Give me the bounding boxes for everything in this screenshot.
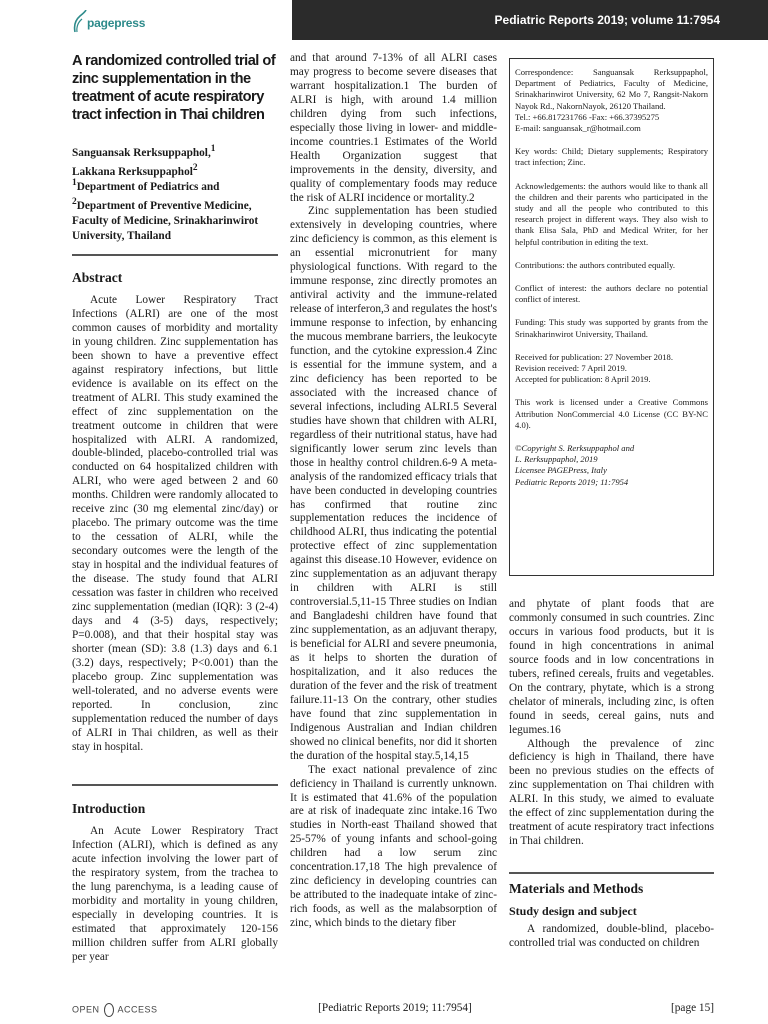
- pagepress-logo-icon: [72, 10, 88, 36]
- abstract-text: [72, 294, 278, 754]
- abstract-rule: [72, 254, 278, 256]
- revision-date: Revision received: 7 April 2019.: [515, 363, 627, 374]
- license: This work is licensed under a Creative Commons Attribution NonCommercial 4.0 License (CC BY-NC 4.0).: [515, 397, 708, 430]
- access-label: ACCESS: [117, 1004, 158, 1015]
- col2-paragraph-1: and that around 7-13% of all ALRI cases may progress to become severe diseases that warrant hospitalization.1 The burden of ALRI is high, with around 1.4 million children dying from such infections, especially those living in lower- and middle-income countries.1 Estimates of the World Health Organization suggest that improvements in the density, diversity, and quality of complementary foods may reduce the risk of ALRI incidence or mortality.2: [290, 52, 497, 204]
- article-info-box: [509, 58, 714, 576]
- col2-paragraph-2: Zinc supplementation has been studied extensively in developing countries, where zinc deficiency is common, as this element is an essential micronutrient for many physiological functions. With regard to the immune response, zinc directly promotes an antiviral activity and the immune-related release of interferon,3 and regulates the host's immune response to infection, by enhancing the mucous membrane barriers, the leukocyte function, and the cytokine expression.4 Zinc is essential for the immune system, and a zinc deficiency has been reported to be associated with the increased chance of several infections, including ALRI.5 Several studies have shown that children with ALRI, regardless of their nutritional status, have had significantly lower serum zinc levels than those in healthy control children.6-9 A meta-analysis of the randomized efficacy trials that have been conducted in developing countries has confirmed that routine zinc supplementation reduces the incidence of childhood ALRI, thus indicating the potential protective effect of zinc supplementation against this disease.10 However, evidence on zinc supplementation as an adjuvant therapy in children with ALRI is still controversial.5,11-15 Three studies on Indian and Bangladeshi children have found that zinc supplementation, as an adjuvant therapy, is beneficial for ALRI and severe pneumonia, as it helps to shorten the duration of hospitalization, and it also reduces the duration of the fever and the risk of treatment failure.11-13 On the contrary, other studies have found that zinc supplementation in Indigenous Australian and Indian children showed no clinical benefits, nor did it shorten the duration of the hospital stay.5,14,15: [290, 205, 497, 762]
- open-access-badge: [72, 1003, 158, 1017]
- affiliation-2: Department of Preventive Medicine, Faculty of Medicine, Srinakharinwirot University, Thailand: [72, 199, 259, 242]
- article-title: A randomized controlled trial of zinc supplementation in the treatment of acute respiratory tract infection in Thai children: [72, 53, 276, 123]
- affiliations: $^1$Department of Pediatrics and $^2$Department of Preventive Medicine, Faculty of Medicine, Srinakharinwirot University, Thailand: [72, 178, 259, 242]
- open-label: OPEN: [72, 1004, 100, 1015]
- contributions: Contributions: the authors contributed equally.: [515, 259, 676, 270]
- copyright-line-4: Pediatric Reports 2019; 11:7954: [515, 476, 629, 487]
- copyright-line-3: Licensee PAGEPress, Italy: [515, 465, 607, 476]
- introduction-rule: [72, 784, 278, 786]
- column-2-text: [290, 52, 497, 931]
- col3-paragraph-2: Although the prevalence of zinc deficiency is high in Thailand, there have been no previous studies on the effects of zinc supplementation on Thai children with ALRI. In this study, we aimed to evaluate the effect of zinc supplementation during the treatment of acute respiratory tract infections in Thai children.: [509, 737, 714, 848]
- col2-paragraph-3: The exact national prevalence of zinc deficiency in Thailand is currently unknown. It is estimated that 41.6% of the population are at risk of inadequate zinc intake.16 Two studies in North-east Thailand showed that 25-57% of young infants and school-going children had a low serum zinc concentration.17,18 The high prevalence of zinc deficiency in developing countries can be attributed to the inadequate intake of zinc-rich foods, as well as the malabsorption of zinc, which binds to the dietary fiber: [290, 763, 497, 930]
- introduction-heading: Introduction: [72, 801, 146, 816]
- conflict-of-interest: Conflict of interest: the authors declare no potential conflict of interest.: [515, 283, 708, 305]
- footer-citation: [Pediatric Reports 2019; 11:7954]: [318, 1002, 472, 1014]
- methods-heading: Materials and Methods: [509, 881, 644, 896]
- accepted-date: Accepted for publication: 8 April 2019.: [515, 374, 651, 385]
- methods-text: [509, 923, 714, 951]
- correspondence: [515, 67, 708, 134]
- methods-rule: [509, 872, 714, 874]
- page-number: [page 15]: [671, 1002, 714, 1014]
- author-1: Sanguansak Rerksuppaphol,: [72, 146, 211, 159]
- introduction-paragraph: An Acute Lower Respiratory Tract Infection (ALRI), which is defined as any acute infection involving the lower part of the respiratory system, from the trachea to the lung parenchyma, is a leading cause of morbidity and mortality in young children, especially in developing countries. It is estimated that approximately 120-156 million children suffer from ALRI globally per year: [72, 825, 278, 963]
- correspondence-email: E-mail: sanguansak_r@hotmail.com: [515, 123, 641, 134]
- abstract-paragraph: Acute Lower Respiratory Tract Infections (ALRI) are one of the most common causes of morbidity and mortality in young children. Zinc supplementation has been shown to have a preventive effect against respiratory infections, but little evidence is available on its effect on the treatment of ALRI. This study examined the effect of zinc supplementation on the treatment outcome in children that were hospitalized with ALRI. A randomized, double-blinded, placebo-controlled trial was conducted on 64 hospitalized children with ALRI, who were aged between 2 and 60 months. Children were randomly allocated to receive zinc (30 mg elemental zinc/day) or placebo. The primary outcome was the time to the cessation of ALRI, while the secondary outcomes were the length of the stay in hospital and the individual features of the disease. The study found that ALRI cessation was faster in children who received zinc supplementation (median (IQR): 3 (2-4) days and 4 (3-5) days, respectively; P=0.008), and that their hospital stay was shorter (mean (SD): 3.8 (1.3) days and 6.1 (3.2) days, respectively; P<0.001) than the placebo group. Zinc supplementation was well-tolerated, and no adverse events were reported. In conclusion, zinc supplementation reduced the number of days of ALRI in Thai children, as well as their stay in hospital.: [72, 294, 278, 753]
- keywords: Key words: Child; Dietary supplements; Respiratory tract infection; Zinc.: [515, 146, 708, 168]
- abstract-heading: Abstract: [72, 270, 123, 285]
- journal-title: Pediatric Reports 2019; volume 11:7954: [494, 13, 720, 27]
- logo-text: pagepress: [87, 16, 146, 30]
- authors: Sanguansak Rerksuppaphol,$^1$ Lakkana Rerksuppaphol$^2$: [72, 144, 216, 178]
- funding: Funding: This study was supported by grants from the Srinakharinwirot University, Thailand.: [515, 317, 708, 339]
- copyright: [515, 443, 708, 488]
- methods-paragraph: A randomized, double-blind, placebo-controlled trial was conducted on children: [509, 923, 714, 949]
- journal-header: [292, 0, 768, 40]
- correspondence-address: Correspondence: Sanguansak Rerksuppaphol, Department of Pediatrics, Faculty of Medicine, Srinakharinwirot University, 62 Mo 7, Rangsit-Nakorn Nayok Rd., NakornNayok, 26120 Thailand.: [515, 67, 708, 111]
- col3-paragraph-1: and phytate of plant foods that are commonly consumed in such countries. Zinc occurs in various food products, but it is found in high concentrations in animal source foods and in low concentrations in tubers, refined cereals, fruits and vegetables. On the contrary, phytate, which is a strong chelator of minerals, including zinc, is often found in seeds, cereal gains, nuts and legumes.16: [509, 598, 714, 736]
- copyright-line-2: L. Rerksuppaphol, 2019: [515, 454, 598, 465]
- received-date: Received for publication: 27 November 2018.: [515, 351, 673, 362]
- copyright-line-1: ©Copyright S. Rerksuppaphol and: [515, 443, 635, 454]
- publication-dates: [515, 352, 708, 386]
- author-2: Lakkana Rerksuppaphol: [72, 165, 193, 178]
- introduction-text: [72, 825, 278, 965]
- correspondence-phone: Tel.: +66.817231766 -Fax: +66.37395275: [515, 111, 660, 122]
- affiliation-1: Department of Pediatrics and: [76, 180, 220, 193]
- column-3-text: [509, 598, 714, 849]
- acknowledgements: Acknowledgements: the authors would like to thank all the children and their parents who participated in the study and all the people who contributed to this research project in different ways. They also wish to thank Elisa Sala, PhD and Medical Writer, for her helpful contribution in editing the text.: [515, 180, 708, 247]
- methods-subheading: Study design and subject: [509, 904, 637, 918]
- publisher-logo: [72, 10, 182, 36]
- open-access-lock-icon: [104, 1003, 114, 1017]
